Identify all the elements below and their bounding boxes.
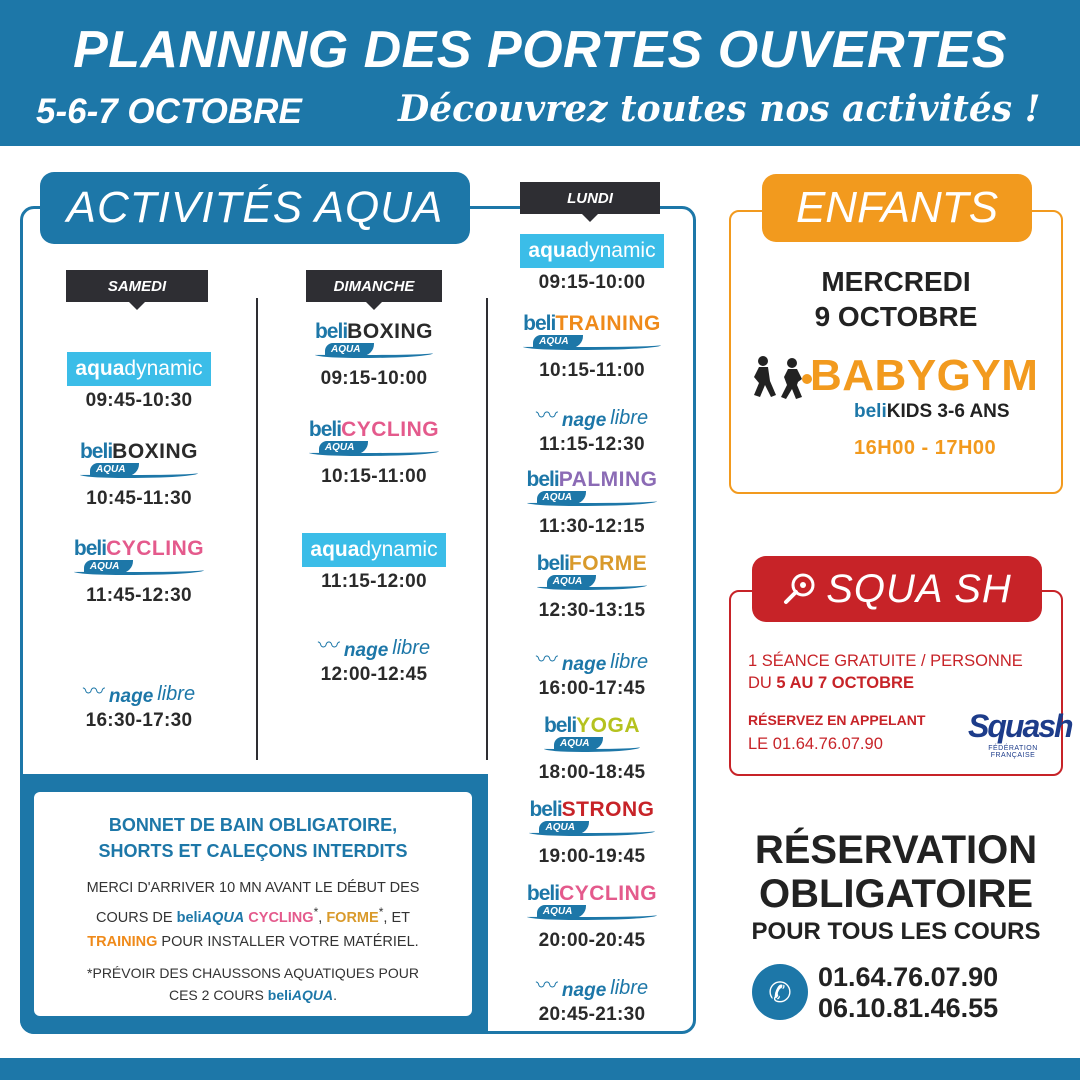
day-tab-samedi: SAMEDI bbox=[66, 270, 208, 302]
schedule-slot bbox=[502, 640, 682, 700]
slot-time: 09:15-10:00 bbox=[320, 368, 428, 389]
squash-reserve-label: RÉSERVEZ EN APPELANT bbox=[748, 712, 926, 728]
schedule-slot bbox=[502, 396, 682, 456]
kids-silhouette-icon bbox=[750, 355, 812, 405]
slot-time: 19:00-19:45 bbox=[538, 846, 646, 867]
beli-forme-logo: beliFORME AQUA bbox=[537, 552, 648, 596]
slot-time: 10:15-11:00 bbox=[321, 466, 427, 487]
slot-time: 12:00-12:45 bbox=[320, 664, 428, 685]
schedule-slot bbox=[502, 552, 682, 622]
info-card bbox=[34, 792, 472, 1016]
swimmer-icon: 〰 bbox=[82, 679, 105, 704]
beli-training-logo: beliTRAINING AQUA bbox=[523, 312, 661, 356]
reservation-block: RÉSERVATION OBLIGATOIRE POUR TOUS LES COURS bbox=[751, 828, 1041, 945]
slot-time: 16:00-17:45 bbox=[538, 678, 646, 699]
enfants-date: MERCREDI 9 OCTOBRE bbox=[814, 266, 978, 332]
slot-time: 11:15-12:00 bbox=[321, 571, 427, 592]
column-divider bbox=[256, 298, 258, 760]
schedule-slot bbox=[284, 320, 464, 390]
beli-cycling-logo: beliCYCLING AQUA bbox=[309, 418, 439, 462]
swimmer-icon: 〰 bbox=[535, 647, 558, 672]
info-note: *PRÉVOIR DES CHAUSSONS AQUATIQUES POUR CES 2 COURS beliAQUA. bbox=[87, 964, 419, 1003]
event-dates: 5-6-7 OCTOBRE bbox=[36, 92, 302, 131]
page-title: PLANNING DES PORTES OUVERTES bbox=[73, 21, 1007, 79]
phone-icon: ✆ bbox=[752, 964, 808, 1020]
babygym-time: 16H00 - 17H00 bbox=[854, 437, 997, 459]
swimmer-icon: 〰 bbox=[317, 633, 340, 658]
aqua-title: ACTIVITÉS AQUA bbox=[40, 172, 470, 244]
belikids-label: beliKIDS 3-6 ANS bbox=[854, 401, 1010, 422]
beli-cycling-logo: beliCYCLING AQUA bbox=[527, 882, 657, 926]
slot-time: 11:45-12:30 bbox=[86, 585, 192, 606]
schedule-slot bbox=[502, 234, 682, 294]
phone-number-2[interactable]: 06.10.81.46.55 bbox=[818, 993, 999, 1023]
slot-time: 20:00-20:45 bbox=[538, 930, 646, 951]
schedule-slot bbox=[502, 966, 682, 1026]
nage-libre-logo: 〰 nage libre bbox=[536, 640, 648, 674]
schedule-slot bbox=[502, 312, 682, 382]
aquadynamic-logo: aquadynamic bbox=[67, 352, 210, 386]
slot-time: 16:30-17:30 bbox=[85, 710, 193, 731]
slot-time: 10:15-11:00 bbox=[539, 360, 645, 381]
schedule-slot bbox=[49, 352, 229, 412]
schedule-slot bbox=[502, 714, 682, 784]
slot-time: 10:45-11:30 bbox=[86, 488, 192, 509]
beli-strong-logo: beliSTRONG AQUA bbox=[529, 798, 654, 842]
schedule-slot bbox=[284, 418, 464, 488]
beli-boxing-logo: beliBOXING AQUA bbox=[80, 440, 198, 484]
nage-libre-logo: 〰 nage libre bbox=[536, 396, 648, 430]
babygym-title: BABYGYM bbox=[810, 351, 1039, 400]
slot-time: 12:30-13:15 bbox=[538, 600, 646, 621]
info-heading: BONNET DE BAIN OBLIGATOIRE, bbox=[108, 815, 398, 835]
tagline: Découvrez toutes nos activités ! bbox=[398, 88, 1041, 130]
schedule-slot bbox=[49, 440, 229, 510]
squash-federation-logo: Squash FÉDÉRATION FRANÇAISE bbox=[968, 708, 1072, 759]
day-tab-lundi: LUNDI bbox=[520, 182, 660, 214]
slot-time: 09:15-10:00 bbox=[538, 272, 646, 293]
squash-phone[interactable]: LE 01.64.76.07.90 bbox=[748, 735, 883, 753]
aquadynamic-logo: aquadynamic bbox=[302, 533, 445, 567]
schedule-slot bbox=[49, 672, 229, 732]
enfants-title: ENFANTS bbox=[762, 174, 1032, 242]
aquadynamic-logo: aquadynamic bbox=[520, 234, 663, 268]
beli-yoga-logo: beliYOGA AQUA bbox=[544, 714, 640, 758]
footer-bar bbox=[0, 1058, 1080, 1080]
slot-time: 09:45-10:30 bbox=[85, 390, 193, 411]
phone-numbers bbox=[818, 962, 998, 1024]
nage-libre-logo: 〰 nage libre bbox=[83, 672, 195, 706]
beli-boxing-logo: beliBOXING AQUA bbox=[315, 320, 433, 364]
beli-cycling-logo: beliCYCLING AQUA bbox=[74, 537, 204, 581]
slot-time: 20:45-21:30 bbox=[538, 1004, 646, 1025]
phone-number-1[interactable]: 01.64.76.07.90 bbox=[818, 962, 999, 992]
info-heading: SHORTS ET CALEÇONS INTERDITS bbox=[98, 841, 408, 861]
schedule-slot bbox=[49, 537, 229, 607]
schedule-slot bbox=[284, 626, 464, 686]
info-text: MERCI D'ARRIVER 10 MN AVANT LE DÉBUT DES COURS DE beliAQUA CYCLING*, FORME*, ET TRAINING POUR INSTALLER VOTRE MATÉRIEL. bbox=[86, 880, 420, 950]
slot-time: 18:00-18:45 bbox=[538, 762, 646, 783]
day-tab-dimanche: DIMANCHE bbox=[306, 270, 442, 302]
schedule-slot bbox=[502, 468, 682, 538]
schedule-slot bbox=[502, 882, 682, 952]
slot-time: 11:15-12:30 bbox=[539, 434, 645, 455]
column-divider bbox=[486, 298, 488, 760]
squash-racket-icon bbox=[782, 572, 816, 606]
schedule-slot bbox=[284, 533, 464, 593]
squash-offer: 1 SÉANCE GRATUITE / PERSONNE DU 5 AU 7 OCTOBRE bbox=[748, 652, 1023, 692]
swimmer-icon: 〰 bbox=[535, 403, 558, 428]
swimmer-icon: 〰 bbox=[535, 973, 558, 998]
slot-time: 11:30-12:15 bbox=[539, 516, 645, 537]
nage-libre-logo: 〰 nage libre bbox=[536, 966, 648, 1000]
schedule-slot bbox=[502, 798, 682, 868]
beli-palming-logo: beliPALMING AQUA bbox=[527, 468, 658, 512]
squash-title: SQUA SH bbox=[752, 556, 1042, 622]
nage-libre-logo: 〰 nage libre bbox=[318, 626, 430, 660]
